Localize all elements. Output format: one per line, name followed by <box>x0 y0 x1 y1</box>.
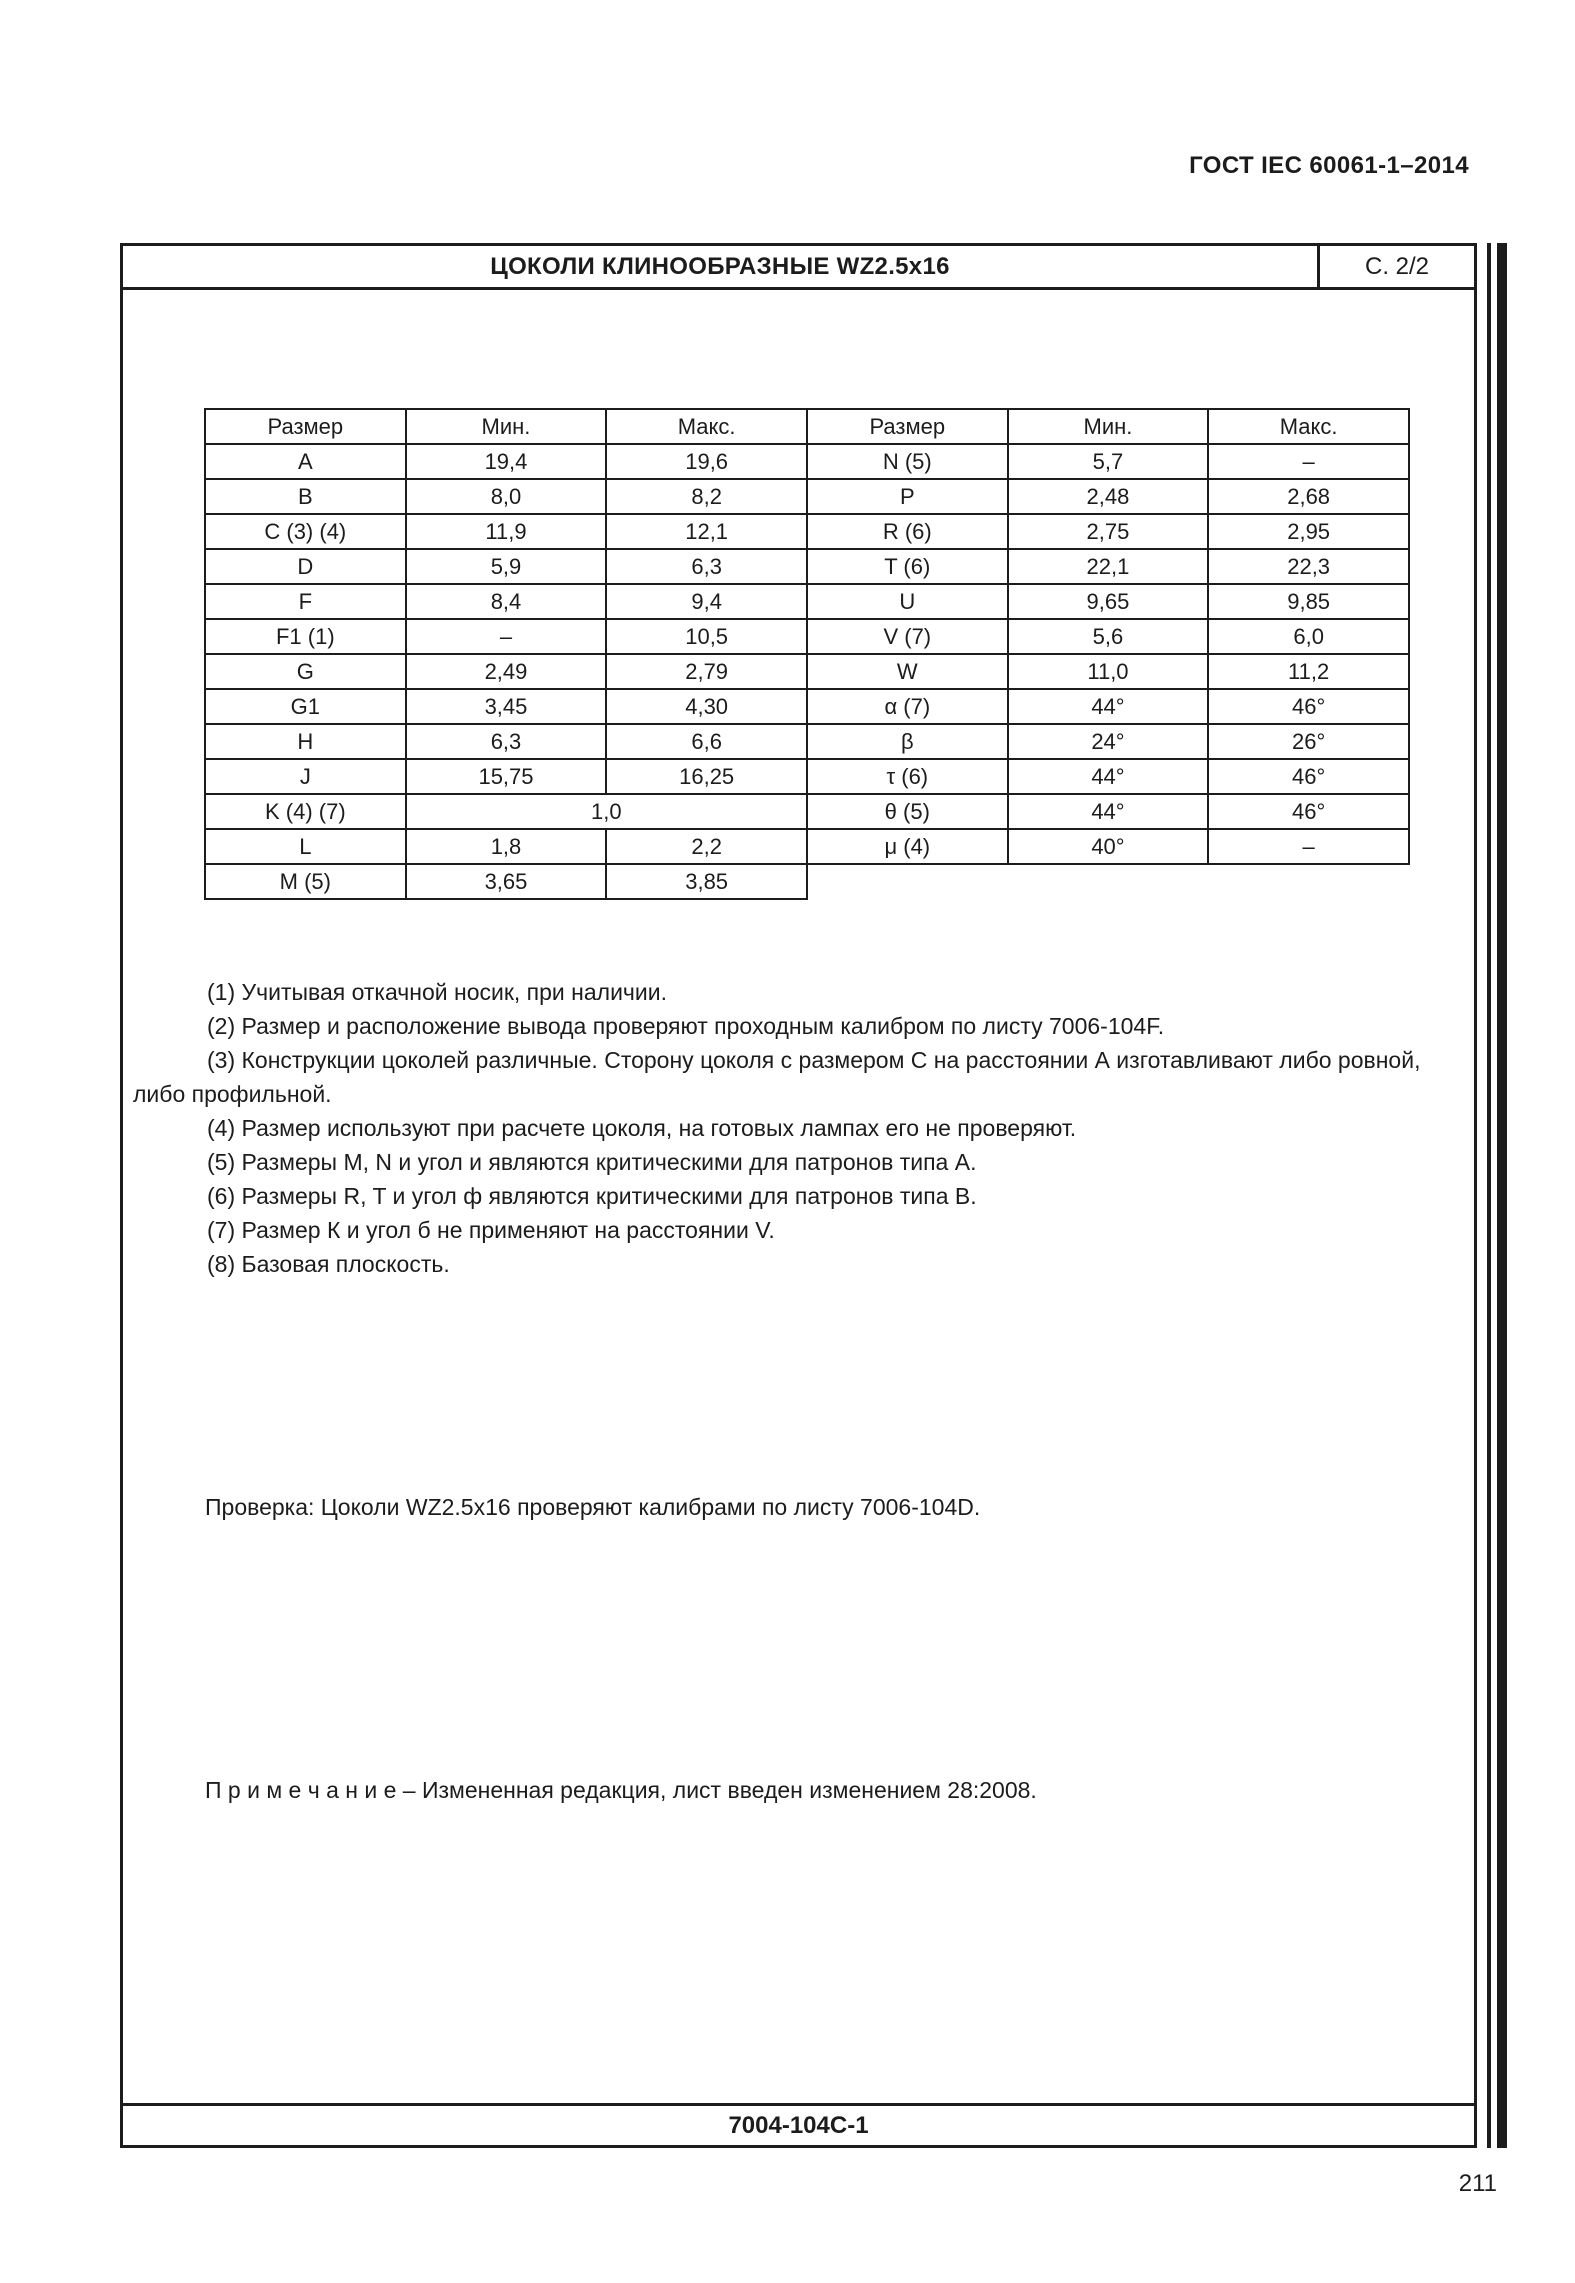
col-header-size-right: Размер <box>807 409 1008 444</box>
table-row <box>205 549 1409 584</box>
col-header-max-left: Макс. <box>606 409 807 444</box>
table-cell: – <box>1208 444 1409 479</box>
sheet-title: ЦОКОЛИ КЛИНООБРАЗНЫЕ WZ2.5x16 <box>490 252 950 280</box>
footnote-2: (2) Размер и расположение вывода проверяют проходным калибром по листу 7006-104F. <box>207 1013 1165 1039</box>
table-row <box>205 654 1409 689</box>
table-cell: 3,65 <box>406 864 607 899</box>
table-cell: K (4) (7) <box>205 794 406 829</box>
table-cell: D <box>205 549 406 584</box>
sheet-title-bar <box>123 246 1474 290</box>
table-cell: 15,75 <box>406 759 607 794</box>
table-cell: M (5) <box>205 864 406 899</box>
table-cell: 2,48 <box>1008 479 1209 514</box>
table-row <box>205 864 1409 899</box>
table-cell: 11,9 <box>406 514 607 549</box>
footnote-1: (1) Учитывая откачной носик, при наличии. <box>207 979 667 1005</box>
table-cell: 5,9 <box>406 549 607 584</box>
table-cell: F1 (1) <box>205 619 406 654</box>
table-cell: H <box>205 724 406 759</box>
table-cell: 6,3 <box>406 724 607 759</box>
remark-note: П р и м е ч а н и е – Измененная редакция, лист введен изменением 28:2008. <box>205 1777 1037 1803</box>
table-row <box>205 689 1409 724</box>
sheet-footer <box>123 2103 1474 2145</box>
table-cell: 6,0 <box>1208 619 1409 654</box>
table-cell: 44° <box>1008 759 1209 794</box>
table-cell: 4,30 <box>606 689 807 724</box>
table-cell: 3,45 <box>406 689 607 724</box>
table-cell: 8,4 <box>406 584 607 619</box>
sheet-frame <box>120 243 1477 2148</box>
table-cell: 8,2 <box>606 479 807 514</box>
check-note: Проверка: Цоколи WZ2.5x16 проверяют калибрами по листу 7006-104D. <box>205 1494 981 1520</box>
table-cell: 5,7 <box>1008 444 1209 479</box>
right-double-rule-thin <box>1487 243 1491 2148</box>
table-row <box>205 829 1409 864</box>
table-cell: – <box>406 619 607 654</box>
standard-header: ГОСТ IEC 60061-1–2014 <box>1189 152 1469 179</box>
table-cell: α (7) <box>807 689 1008 724</box>
table-cell: 46° <box>1208 759 1409 794</box>
table-cell: 11,0 <box>1008 654 1209 689</box>
table-cell-empty <box>807 864 1409 899</box>
table-cell: τ (6) <box>807 759 1008 794</box>
table-cell: C (3) (4) <box>205 514 406 549</box>
footnote-8: (8) Базовая плоскость. <box>207 1251 450 1277</box>
table-cell: 44° <box>1008 794 1209 829</box>
table-cell: 2,79 <box>606 654 807 689</box>
footnote-4: (4) Размер используют при расчете цоколя, на готовых лампах его не проверяют. <box>207 1115 1077 1141</box>
col-header-min-right: Мин. <box>1008 409 1209 444</box>
table-cell: 8,0 <box>406 479 607 514</box>
right-double-rule-thick <box>1497 243 1507 2148</box>
table-cell: 46° <box>1208 689 1409 724</box>
table-cell: – <box>1208 829 1409 864</box>
table-cell: 9,4 <box>606 584 807 619</box>
table-row <box>205 724 1409 759</box>
table-cell: 1,0 <box>406 794 807 829</box>
table-cell: μ (4) <box>807 829 1008 864</box>
table-row <box>205 619 1409 654</box>
table-cell: 11,2 <box>1208 654 1409 689</box>
table-cell: 46° <box>1208 794 1409 829</box>
page-number: 211 <box>1458 2170 1497 2197</box>
table-cell: 2,68 <box>1208 479 1409 514</box>
table-cell: 22,1 <box>1008 549 1209 584</box>
table-cell: 24° <box>1008 724 1209 759</box>
table-cell: 16,25 <box>606 759 807 794</box>
sheet-page-ref: С. 2/2 <box>1317 246 1474 287</box>
table-cell: θ (5) <box>807 794 1008 829</box>
table-cell: 44° <box>1008 689 1209 724</box>
table-cell: 6,3 <box>606 549 807 584</box>
table-row <box>205 514 1409 549</box>
sheet-code: 7004-104C-1 <box>728 2111 869 2139</box>
table-cell: J <box>205 759 406 794</box>
table-cell: 9,85 <box>1208 584 1409 619</box>
table-cell: T (6) <box>807 549 1008 584</box>
table-cell: P <box>807 479 1008 514</box>
table-cell: G <box>205 654 406 689</box>
table-cell: 6,6 <box>606 724 807 759</box>
dimension-table <box>204 408 1410 900</box>
table-cell: L <box>205 829 406 864</box>
table-body <box>205 444 1409 899</box>
table-cell: B <box>205 479 406 514</box>
table-cell: 12,1 <box>606 514 807 549</box>
table-cell: 19,6 <box>606 444 807 479</box>
footnote-7: (7) Размер К и угол б не применяют на расстоянии V. <box>207 1217 775 1243</box>
table-row <box>205 584 1409 619</box>
table-cell: β <box>807 724 1008 759</box>
table-cell: 2,49 <box>406 654 607 689</box>
table-row <box>205 479 1409 514</box>
table-row <box>205 794 1409 829</box>
table-cell: N (5) <box>807 444 1008 479</box>
table-cell: F <box>205 584 406 619</box>
table-cell: 40° <box>1008 829 1209 864</box>
col-header-min-left: Мин. <box>406 409 607 444</box>
table-cell: U <box>807 584 1008 619</box>
table-cell: 2,2 <box>606 829 807 864</box>
table-cell: 2,95 <box>1208 514 1409 549</box>
table-cell: G1 <box>205 689 406 724</box>
col-header-max-right: Макс. <box>1208 409 1409 444</box>
table-cell: 3,85 <box>606 864 807 899</box>
table-cell: V (7) <box>807 619 1008 654</box>
col-header-size-left: Размер <box>205 409 406 444</box>
footnote-3: (3) Конструкции цоколей различные. Сторону цоколя с размером С на расстоянии А изготавливают либо ровной, либо профильной. <box>133 1047 1421 1107</box>
table-header-row <box>205 409 1409 444</box>
table-cell: 26° <box>1208 724 1409 759</box>
table-cell: R (6) <box>807 514 1008 549</box>
table-cell: 19,4 <box>406 444 607 479</box>
footnotes-block <box>133 975 1471 1281</box>
table-cell: 10,5 <box>606 619 807 654</box>
table-row <box>205 444 1409 479</box>
table-cell: 5,6 <box>1008 619 1209 654</box>
table-cell: 2,75 <box>1008 514 1209 549</box>
table-row <box>205 759 1409 794</box>
table-cell: 1,8 <box>406 829 607 864</box>
table-cell: 22,3 <box>1208 549 1409 584</box>
footnote-6: (6) Размеры R, T и угол ф являются критическими для патронов типа В. <box>207 1183 977 1209</box>
table-cell: W <box>807 654 1008 689</box>
table-cell: 9,65 <box>1008 584 1209 619</box>
footnote-5: (5) Размеры M, N и угол и являются критическими для патронов типа А. <box>207 1149 977 1175</box>
table-cell: A <box>205 444 406 479</box>
